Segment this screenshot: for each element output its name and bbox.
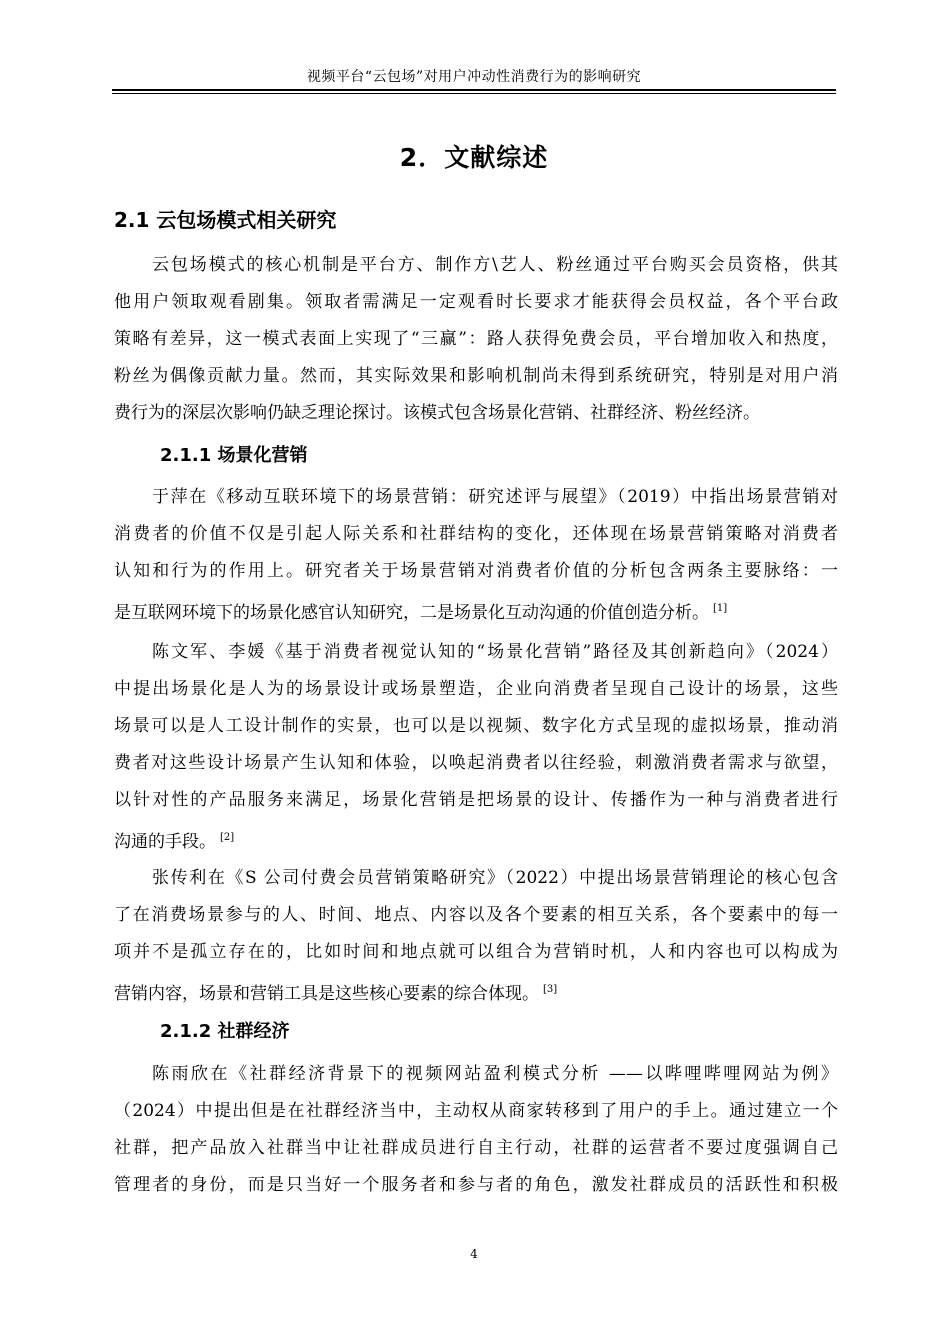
text-line: 陈文军、李媛《基于消费者视觉认知的“场景化营销”路径及其创新趋向》（2024） — [152, 642, 838, 662]
text-line: 项并不是孤立存在的，比如时间和地点就可以组合为营销时机，人和内容也可以构成为 — [114, 942, 838, 962]
text-line: 陈雨欣在《社群经济背景下的视频网站盈利模式分析 ——以哔哩哔哩网站为例》 — [152, 1064, 838, 1084]
text-line: 管理者的身份，而是只当好一个服务者和参与者的角色，激发社群成员的活跃性和积极 — [114, 1175, 838, 1195]
text-line: 策略有差异，这一模式表面上实现了“三赢”：路人获得免费会员，平台增加收入和热度， — [114, 329, 838, 349]
section-heading-2-1: 2.1 云包场模式相关研究 — [114, 208, 337, 232]
header-rule-thin — [112, 93, 836, 94]
paragraph-scene-marketing-2 — [114, 634, 838, 856]
running-header: 视频平台“云包场”对用户冲动性消费行为的影响研究 — [306, 69, 642, 85]
text-line-content: 营销内容，场景和营销工具是这些核心要素的综合体现。 — [114, 984, 539, 1004]
text-line: 了在消费场景参与的人、时间、地点、内容以及各个要素的相互关系，各个要素中的每一 — [114, 905, 838, 925]
paragraph-scene-marketing-3 — [114, 860, 838, 1008]
citation-marker: [3] — [543, 984, 558, 995]
paragraph-2-1-intro — [114, 247, 838, 432]
text-line-content: 是互联网环境下的场景化感官认知研究，二是场景化互动沟通的价值创造分析。 — [114, 603, 709, 623]
text-line: 费者对这些设计场景产生认知和体验，以唤起消费者以往经验，刺激消费者需求与欲望， — [114, 753, 838, 773]
citation-marker: [2] — [220, 832, 235, 843]
chapter-title: 2．文献综述 — [399, 143, 549, 172]
text-line: 于萍在《移动互联环境下的场景营销：研究述评与展望》（2019）中指出场景营销对 — [152, 487, 838, 507]
text-line: （2024）中提出但是在社群经济当中，主动权从商家转移到了用户的手上。通过建立一个 — [114, 1101, 838, 1121]
subsection-heading-2-1-1: 2.1.1 场景化营销 — [160, 445, 308, 466]
text-line: 认知和行为的作用上。研究者关于场景营销对消费者价值的分析包含两条主要脉络：一 — [114, 561, 838, 581]
text-line: 消费者的价值不仅是引起人际关系和社群结构的变化，还体现在场景营销策略对消费者 — [114, 524, 838, 544]
text-line: 中提出场景化是人为的场景设计或场景塑造，企业向消费者呈现自己设计的场景，这些 — [114, 679, 838, 699]
text-line — [114, 819, 838, 856]
text-line-content: 沟通的手段。 — [114, 832, 216, 852]
text-line — [114, 971, 838, 1008]
header-rule-thick — [112, 89, 836, 91]
subsection-heading-2-1-2: 2.1.2 社群经济 — [160, 1021, 290, 1042]
text-line: 他用户领取观看剧集。领取者需满足一定观看时长要求才能获得会员权益，各个平台政 — [114, 292, 838, 312]
page-number: 4 — [470, 1247, 478, 1261]
citation-marker: [1] — [713, 603, 728, 614]
text-line: 费行为的深层次影响仍缺乏理论探讨。该模式包含场景化营销、社群经济、粉丝经济。 — [114, 403, 760, 423]
text-line: 粉丝为偶像贡献力量。然而，其实际效果和影响机制尚未得到系统研究，特别是对用户消 — [114, 366, 838, 386]
text-line: 云包场模式的核心机制是平台方、制作方\艺人、粉丝通过平台购买会员资格，供其 — [152, 255, 838, 275]
text-line: 社群，把产品放入社群当中让社群成员进行自主行动，社群的运营者不要过度强调自己 — [114, 1138, 838, 1158]
text-line: 张传利在《S 公司付费会员营销策略研究》（2022）中提出场景营销理论的核心包含 — [152, 868, 838, 888]
text-line: 场景可以是人工设计制作的实景，也可以是以视频、数字化方式呈现的虚拟场景，推动消 — [114, 716, 838, 736]
text-line: 以针对性的产品服务来满足，场景化营销是把场景的设计、传播作为一种与消费者进行 — [114, 790, 838, 810]
text-line — [114, 590, 838, 627]
paragraph-scene-marketing-1 — [114, 479, 838, 627]
paragraph-community-economy — [114, 1056, 838, 1204]
